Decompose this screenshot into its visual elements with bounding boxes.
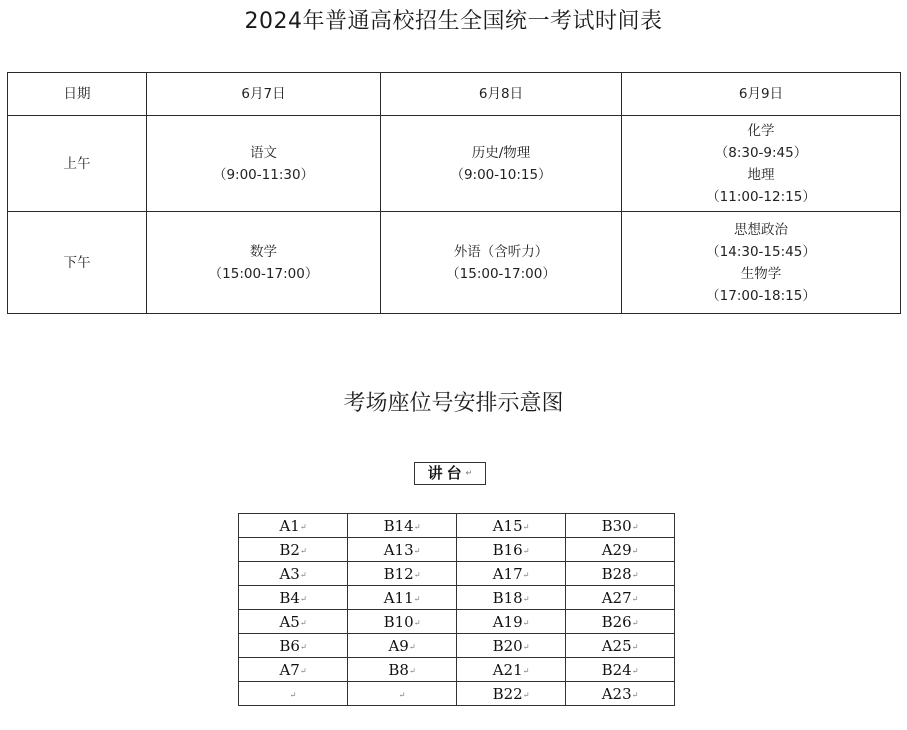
seat-row <box>239 682 675 706</box>
seat-cell <box>348 610 457 634</box>
morning-june7-cell <box>147 116 381 212</box>
seat-cell <box>566 682 675 706</box>
seat-number: B10 <box>383 612 414 631</box>
exam-time: （11:00-12:15） <box>706 188 816 205</box>
seat-cell <box>348 634 457 658</box>
exam-subject: 地理 <box>747 166 775 183</box>
return-mark: ↵ <box>413 618 421 627</box>
seat-cell <box>457 586 566 610</box>
podium-text: 讲台 <box>427 464 466 482</box>
morning-june8-cell <box>381 116 622 212</box>
return-mark: ↵ <box>408 666 416 675</box>
seat-cell <box>239 658 348 682</box>
morning-june9-cell <box>622 116 901 212</box>
seat-cell <box>457 658 566 682</box>
seat-map-title: 考场座位号安排示意图 <box>343 391 564 416</box>
seat-row <box>239 538 675 562</box>
exam-schedule-table <box>7 72 901 314</box>
seat-cell <box>239 562 348 586</box>
seat-cell <box>457 514 566 538</box>
seat-map-table <box>238 513 675 706</box>
return-mark: ↵ <box>299 666 307 675</box>
seat-number: A11 <box>383 588 414 607</box>
schedule-header-row <box>8 73 901 116</box>
seat-number: B24 <box>601 660 632 679</box>
seat-number: A25 <box>601 636 632 655</box>
afternoon-june8-cell <box>381 212 622 314</box>
seat-number: B22 <box>492 684 523 703</box>
seat-row <box>239 586 675 610</box>
exam-subject: 外语（含听力） <box>453 243 549 260</box>
seat-number: B26 <box>601 612 632 631</box>
seat-cell <box>566 514 675 538</box>
exam-time: （9:00-11:30） <box>212 166 315 183</box>
seat-number: A9 <box>388 636 409 655</box>
seat-cell <box>566 586 675 610</box>
header-day-june8: 6月8日 <box>381 73 622 116</box>
return-mark: ↵ <box>522 546 530 555</box>
exam-time: （15:00-17:00） <box>208 265 319 282</box>
seat-row <box>239 634 675 658</box>
seat-cell <box>239 538 348 562</box>
podium-label <box>414 462 486 485</box>
seat-number: B6 <box>279 636 300 655</box>
seat-number: A23 <box>601 684 632 703</box>
seat-cell <box>457 682 566 706</box>
seat-cell <box>566 562 675 586</box>
seat-number: B2 <box>279 540 300 559</box>
seat-cell <box>566 634 675 658</box>
exam-time: （15:00-17:00） <box>446 265 556 282</box>
seat-number: A21 <box>492 660 523 679</box>
return-mark: ↵ <box>631 570 639 579</box>
schedule-afternoon-row <box>8 212 901 314</box>
exam-time: （14:30-15:45） <box>706 243 816 260</box>
return-mark: ↵ <box>413 594 421 603</box>
seat-number: B18 <box>492 588 523 607</box>
return-mark: ↵ <box>299 570 307 579</box>
seat-cell <box>239 682 348 706</box>
seat-cell <box>239 586 348 610</box>
seat-number: A5 <box>279 612 300 631</box>
seat-cell <box>348 562 457 586</box>
return-mark: ↵ <box>522 642 530 651</box>
return-mark: ↵ <box>522 690 530 699</box>
return-mark: ↵ <box>631 666 639 675</box>
return-mark: ↵ <box>413 570 421 579</box>
seat-cell <box>348 538 457 562</box>
exam-subject: 生物学 <box>740 265 782 282</box>
return-mark: ↵ <box>631 690 639 699</box>
exam-subject: 历史/物理 <box>471 144 531 161</box>
seat-number: A27 <box>601 588 632 607</box>
seat-cell <box>457 562 566 586</box>
return-mark: ↵ <box>631 594 639 603</box>
return-mark: ↵ <box>289 690 297 699</box>
return-mark: ↵ <box>299 642 307 651</box>
seat-cell <box>348 658 457 682</box>
seat-number: B16 <box>492 540 523 559</box>
seat-cell <box>348 682 457 706</box>
exam-subject: 数学 <box>250 243 277 260</box>
seat-number: A17 <box>492 564 523 583</box>
schedule-morning-row <box>8 116 901 212</box>
seat-number: B28 <box>601 564 632 583</box>
seat-number: B4 <box>279 588 300 607</box>
seat-number: B14 <box>383 516 414 535</box>
return-mark: ↵ <box>299 594 307 603</box>
exam-subject: 语文 <box>250 144 277 161</box>
seat-cell <box>566 538 675 562</box>
return-mark: ↵ <box>631 642 639 651</box>
seat-row <box>239 562 675 586</box>
return-mark: ↵ <box>522 594 530 603</box>
seat-number: B30 <box>601 516 632 535</box>
seat-cell <box>348 586 457 610</box>
seat-number: A7 <box>279 660 300 679</box>
seat-number: A13 <box>383 540 414 559</box>
seat-cell <box>566 610 675 634</box>
exam-time: （9:00-10:15） <box>450 166 552 183</box>
seat-number: A29 <box>601 540 632 559</box>
morning-label: 上午 <box>8 116 147 212</box>
page-title: 2024年普通高校招生全国统一考试时间表 <box>244 9 663 34</box>
header-day-june7: 6月7日 <box>147 73 381 116</box>
seat-cell <box>239 610 348 634</box>
seat-number: B8 <box>388 660 409 679</box>
seat-cell <box>457 538 566 562</box>
return-mark: ↵ <box>408 642 416 651</box>
seat-number: A15 <box>492 516 523 535</box>
seat-number: A3 <box>279 564 300 583</box>
seat-number: A1 <box>279 516 300 535</box>
seat-cell <box>566 658 675 682</box>
return-mark: ↵ <box>413 522 421 531</box>
return-mark: ↵ <box>299 546 307 555</box>
seat-number: A19 <box>492 612 523 631</box>
return-mark: ↵ <box>631 618 639 627</box>
seat-cell <box>457 634 566 658</box>
seat-row <box>239 658 675 682</box>
seat-cell <box>348 514 457 538</box>
return-mark: ↵ <box>631 522 639 531</box>
exam-time: （8:30-9:45） <box>714 144 808 161</box>
seat-number: B20 <box>492 636 523 655</box>
return-mark: ↵ <box>299 618 307 627</box>
exam-time: （17:00-18:15） <box>706 287 816 304</box>
header-date-label: 日期 <box>8 73 147 116</box>
return-mark: ↵ <box>398 690 406 699</box>
seat-cell <box>457 610 566 634</box>
afternoon-june7-cell <box>147 212 381 314</box>
seat-number: B12 <box>383 564 414 583</box>
afternoon-label: 下午 <box>8 212 147 314</box>
exam-subject: 思想政治 <box>734 221 788 238</box>
return-mark: ↵ <box>465 468 473 478</box>
seat-row <box>239 610 675 634</box>
exam-subject: 化学 <box>747 122 775 139</box>
return-mark: ↵ <box>413 546 421 555</box>
return-mark: ↵ <box>522 522 530 531</box>
header-day-june9: 6月9日 <box>622 73 901 116</box>
return-mark: ↵ <box>522 666 530 675</box>
seat-row <box>239 514 675 538</box>
seat-cell <box>239 514 348 538</box>
afternoon-june9-cell <box>622 212 901 314</box>
return-mark: ↵ <box>299 522 307 531</box>
return-mark: ↵ <box>522 570 530 579</box>
seat-cell <box>239 634 348 658</box>
return-mark: ↵ <box>631 546 639 555</box>
return-mark: ↵ <box>522 618 530 627</box>
